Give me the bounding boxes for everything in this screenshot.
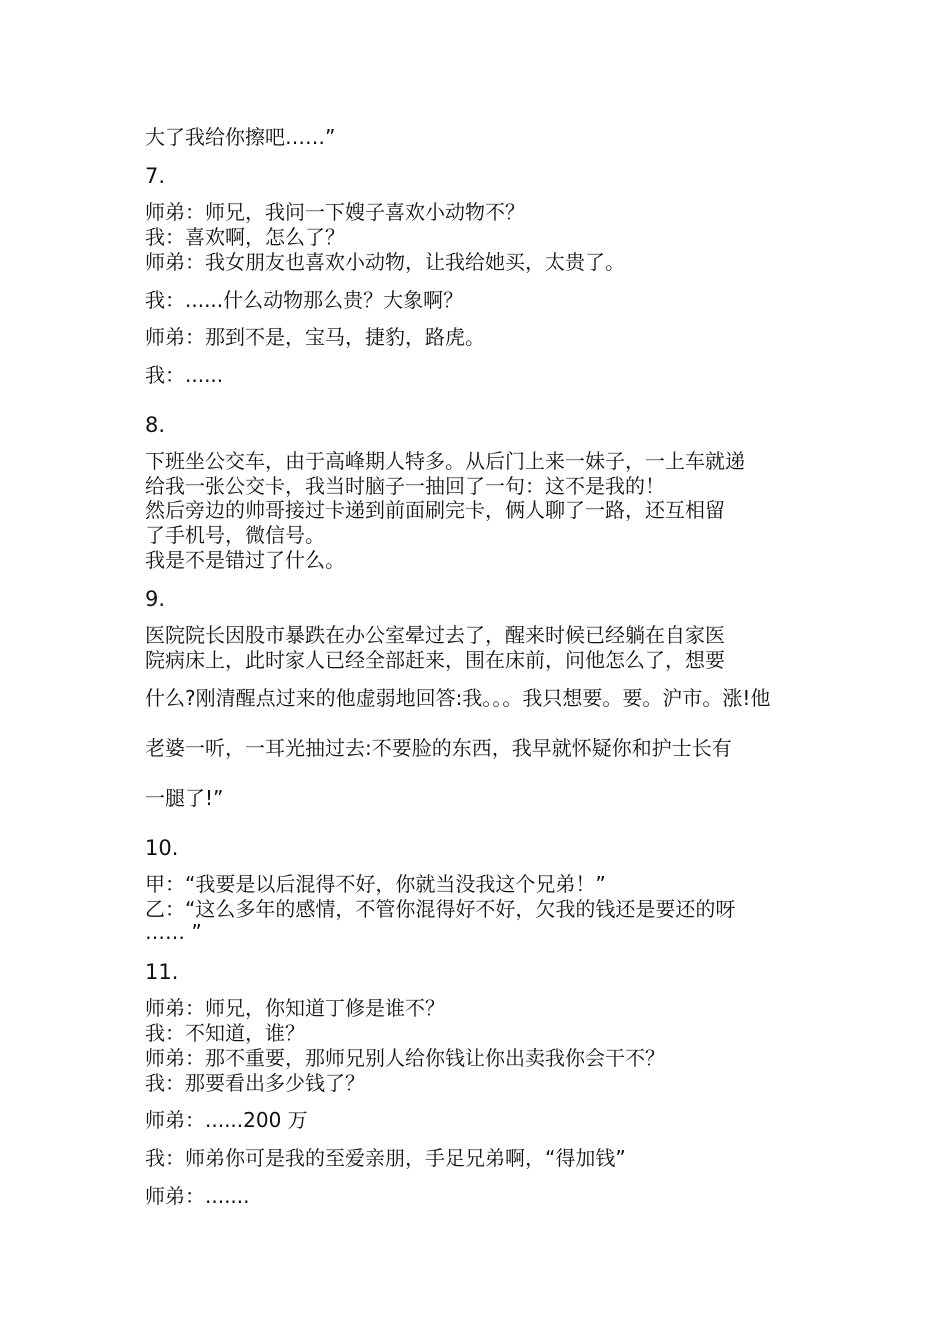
text-line: 什么?刚清醒点过来的他虚弱地回答:我。。。我只想要。要。沪市。涨!他 — [145, 686, 771, 710]
text-line: 乙：“这么多年的感情，不管你混得好不好，欠我的钱还是要还的呀 — [145, 897, 736, 921]
text-line: 我：不知道，谁？ — [145, 1021, 305, 1045]
text-line: 我是不是错过了什么。 — [145, 548, 345, 572]
text-line: 院病床上，此时家人已经全部赶来，围在床前，问他怎么了，想要 — [145, 648, 725, 672]
text-line: …… ” — [145, 920, 202, 944]
text-line: 下班坐公交车，由于高峰期人特多。从后门上来一妹子，一上车就递 — [145, 449, 745, 473]
text-line: 我：......什么动物那么贵？大象啊？ — [145, 288, 464, 312]
text-line: 甲：“我要是以后混得不好，你就当没我这个兄弟！” — [145, 872, 606, 896]
text-line: 师弟：师兄，你知道丁修是谁不？ — [145, 996, 445, 1020]
text-line: 我：那要看出多少钱了？ — [145, 1071, 365, 1095]
joke-number: 11. — [145, 960, 179, 984]
text-line: 师弟：我女朋友也喜欢小动物，让我给她买，太贵了。 — [145, 250, 625, 274]
text-line: 我：师弟你可是我的至爱亲朋，手足兄弟啊，“得加钱” — [145, 1146, 626, 1170]
joke-number: 10. — [145, 836, 179, 860]
text-line: 大了我给你擦吧……” — [145, 125, 336, 149]
text-line: 我：喜欢啊，怎么了？ — [145, 225, 345, 249]
joke-number: 7. — [145, 164, 166, 188]
text-line: 师弟：....... — [145, 1184, 250, 1208]
text-line: 一腿了!” — [145, 786, 224, 810]
text-line: 师弟：那不重要，那师兄别人给你钱让你出卖我你会干不？ — [145, 1046, 665, 1070]
text-line: 师弟：那到不是，宝马，捷豹，路虎。 — [145, 325, 485, 349]
text-line: 医院院长因股市暴跌在办公室晕过去了，醒来时候已经躺在自家医 — [145, 623, 725, 647]
joke-number: 9. — [145, 587, 166, 611]
text-line: 给我一张公交卡，我当时脑子一抽回了一句：这不是我的！ — [145, 474, 665, 498]
text-line: 老婆一听，一耳光抽过去:不要脸的东西，我早就怀疑你和护士长有 — [145, 736, 732, 760]
text-line: 我：...... — [145, 363, 224, 387]
text-line: 了手机号，微信号。 — [145, 523, 325, 547]
text-line: 师弟：师兄，我问一下嫂子喜欢小动物不？ — [145, 200, 525, 224]
text-line: 师弟：......200 万 — [145, 1108, 308, 1132]
joke-number: 8. — [145, 413, 166, 437]
text-line: 然后旁边的帅哥接过卡递到前面刷完卡，俩人聊了一路，还互相留 — [145, 498, 725, 522]
